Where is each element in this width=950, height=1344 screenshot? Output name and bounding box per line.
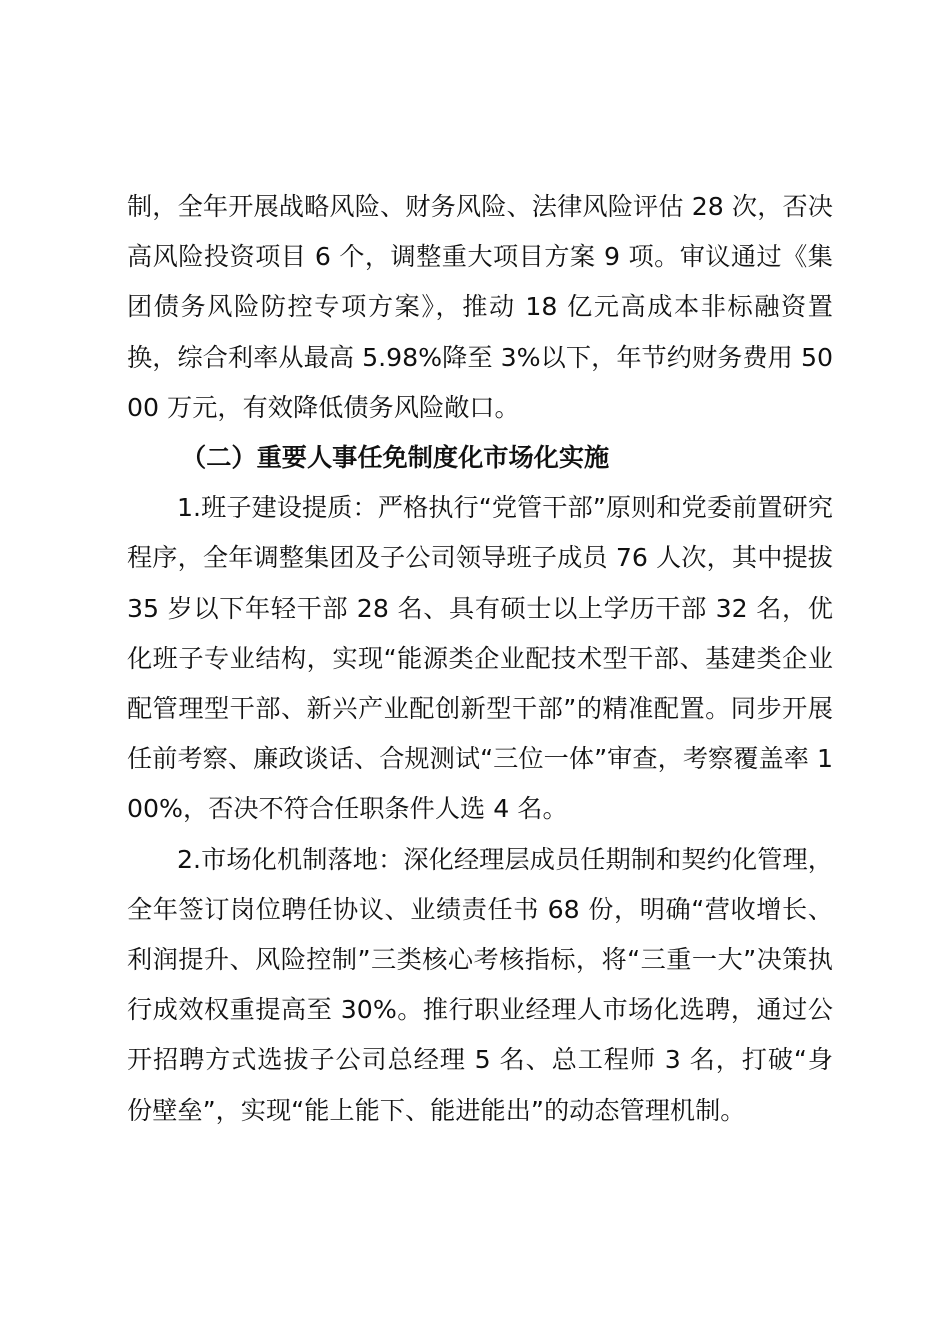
section-heading-personnel-appointment: （二）重要人事任免制度化市场化实施 <box>181 443 610 473</box>
paragraph-risk-control-continued: 制，全年开展战略风险、财务风险、法律风险评估 28 次，否决高风险投资项目 6 个，调整重大项目方案 9 项。审议通过《集团债务风险防控专项方案》，推动 18 亿元高成本非标融资置换，综合利率从最高 5.98%降至 3%以下，年节约财务费用 5000 万元，有效降低债务风险敞口。 <box>127 192 833 422</box>
paragraph-leadership-team-building: 1.班子建设提质：严格执行“党管干部”原则和党委前置研究程序，全年调整集团及子公司领导班子成员 76 人次，其中提拔 35 岁以下年轻干部 28 名、具有硕士以上学历干部 32 名，优化班子专业结构，实现“能源类企业配技术型干部、基建类企业配管理型干部、新兴产业配创新型干部”的精准配置。同步开展任前考察、廉政谈话、合规测试“三位一体”审查，考察覆盖率 100%，否决不符合任职条件人选 4 名。 <box>127 493 833 824</box>
paragraph-market-mechanism: 2.市场化机制落地：深化经理层成员任期制和契约化管理，全年签订岗位聘任协议、业绩责任书 68 份，明确“营收增长、利润提升、风险控制”三类核心考核指标，将“三重一大”决策执行成效权重提高至 30%。推行职业经理人市场化选聘，通过公开招聘方式选拔子公司总经理 5 名、总工程师 3 名，打破“身份壁垒”，实现“能上能下、能进能出”的动态管理机制。 <box>127 844 833 1125</box>
document-page <box>127 182 833 1136</box>
